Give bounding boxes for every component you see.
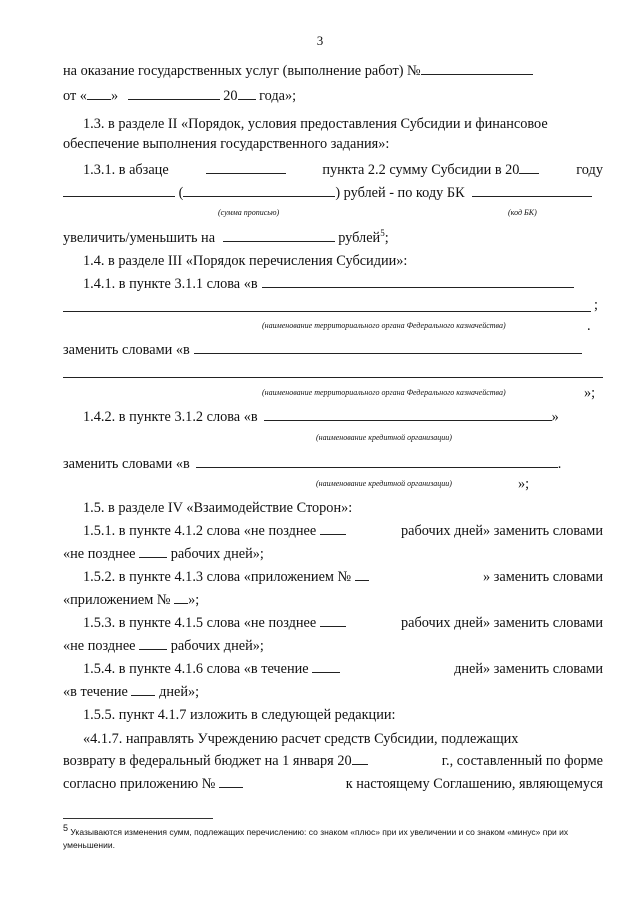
blank-days: [312, 660, 340, 673]
blank-year: [238, 87, 256, 100]
paragraph-line: 1.5.4. в пункте 4.1.6 слова «в течение дней» заменить словами: [83, 661, 603, 677]
caption-credit-org: (наименование кредитной организации): [316, 479, 452, 488]
blank-month: [128, 87, 220, 100]
blank-credit-org: [264, 408, 552, 421]
blank-days: [139, 637, 167, 650]
paragraph-line: увеличить/уменьшить на рублей$^5$;: [63, 228, 389, 246]
blank-bk-code: [472, 184, 592, 197]
fill-line: [63, 311, 591, 312]
paragraph-line: «4.1.7. направлять Учреждению расчет средств Субсидии, подлежащих: [83, 731, 519, 747]
paragraph-line: 1.3.1. в абзаце пункта 2.2 сумму Субсидии в 20 году: [83, 162, 603, 178]
paragraph-line: на оказание государственных услуг (выполнение работ) №: [63, 62, 603, 80]
document-page: 3 на оказание государственных услуг (выполнение работ) № от « » 20 года»; 1.3. в разделе II «Порядок, условия предоставления Субсидии и финансовое обеспечение выполнения государственного задания»: 1.3.1. в абзаце пункта 2.2 сумму Субсидии в 20 году ( ) рублей - по коду БК (сумма прописью) (код БК) увеличить/уменьшить на рублей$^5$; 1.4. в разделе III «Порядок перечисления Субсидии»: 1.4.1. в пункте 3.1.1 слова «в ; (наименование территориального органа Федерального казначейства) . заменить словами «в (наименование территориального органа Федерального казначейства) »; 1.4.2. в пункте 3.1.2 слова «в » (наименование кредитной организации) заменить словами «в . (наименование кредитной организации) »; 1.5. в разделе IV «Взаимодействие Сторон»: 1.5.1. в пункте 4.1.2 слова «не позднее рабочих дней» заменить словами «не позднее рабочих дней»; 1.5.2. в пункте 4.1.3 слова «приложением № » заменить словами «приложением № »; 1.5.3. в пункте 4.1.5 слова «не позднее рабочих дней» заменить словами «не позднее рабочих дней»; 1.5.4. в пункте 4.1.6 слова «в течение дней» заменить словами «в течение дней»; 1.5.5. пункт 4.1.7 изложить в следующей редакции: «4.1.7. направлять Учреждению расчет средств Субсидии, подлежащих возврату в федеральный бюджет на 1 января 20 г., составленный по форме согласно приложению № к настоящему Соглашению, являющемуся 5 Указываются изменения сумм, подлежащих перечислению: со знаком «плюс» при их увеличении и со знаком «минус» при их уменьшении.: [0, 0, 640, 905]
blank-appendix: [174, 591, 188, 604]
paragraph-line: 1.3. в разделе II «Порядок, условия предоставления Субсидии и финансовое: [83, 116, 548, 132]
page-number: 3: [316, 33, 324, 48]
fill-line: [63, 377, 603, 378]
paragraph-line: «в течение дней»;: [63, 684, 200, 700]
blank-appendix: [355, 568, 369, 581]
paragraph-line: 1.4.2. в пункте 3.1.2 слова «в »: [83, 409, 559, 425]
blank-year: [519, 161, 539, 174]
paragraph-line: 1.5. в разделе IV «Взаимодействие Сторон»:: [83, 500, 353, 516]
footnote-ref: 5: [380, 228, 385, 239]
caption-amount-words: (сумма прописью): [218, 208, 280, 217]
paragraph-line: «приложением № »;: [63, 592, 200, 608]
blank-treasury: [262, 275, 574, 288]
caption-bk-code: (код БК): [508, 208, 537, 217]
paragraph-line: «не позднее рабочих дней»;: [63, 546, 264, 562]
caption-treasury: (наименование территориального органа Федерального казначейства): [262, 388, 506, 397]
footnote: 5 Указываются изменения сумм, подлежащих перечислению: со знаком «плюс» при их увеличении и со знаком «минус» при их уменьшении.: [63, 823, 569, 850]
paragraph-line: возврату в федеральный бюджет на 1 января 20 г., составленный по форме: [63, 753, 603, 769]
paragraph-line: 1.5.5. пункт 4.1.7 изложить в следующей редакции:: [83, 707, 396, 723]
blank-amount-words: [183, 184, 335, 197]
paragraph-line: 1.4.1. в пункте 3.1.1 слова «в: [83, 275, 603, 293]
caption-treasury: (наименование территориального органа Федерального казначейства): [262, 321, 506, 330]
blank-paragraph: [206, 161, 286, 174]
blank-amount: [63, 184, 175, 197]
blank-days: [139, 545, 167, 558]
paragraph-line: 1.4. в разделе III «Порядок перечисления Субсидии»:: [83, 253, 408, 269]
blank-number: [421, 62, 533, 75]
caption-credit-org: (наименование кредитной организации): [316, 433, 452, 442]
blank-treasury: [194, 341, 582, 354]
blank-days: [320, 522, 346, 535]
paragraph-line: от « » 20 года»;: [63, 88, 297, 104]
blank-credit-org: [196, 455, 558, 468]
blank-days: [131, 683, 155, 696]
paragraph-line: заменить словами «в: [63, 341, 603, 359]
paragraph-line: ;: [594, 297, 598, 313]
paragraph-line: 1.5.1. в пункте 4.1.2 слова «не позднее рабочих дней» заменить словами: [83, 523, 603, 539]
blank-sum: [223, 229, 335, 242]
paragraph-line: обеспечение выполнения государственного задания»:: [63, 136, 390, 152]
blank-days: [320, 614, 346, 627]
paragraph-line: согласно приложению № к настоящему Соглашению, являющемуся: [63, 776, 603, 792]
paragraph-line: «не позднее рабочих дней»;: [63, 638, 264, 654]
footnote-divider: [63, 818, 213, 819]
paragraph-line: заменить словами «в .: [63, 456, 562, 472]
paragraph-line: 1.5.3. в пункте 4.1.5 слова «не позднее рабочих дней» заменить словами: [83, 615, 603, 631]
blank-day: [87, 87, 111, 100]
paragraph-line: ( ) рублей - по коду БК: [63, 184, 603, 202]
paragraph-line: 1.5.2. в пункте 4.1.3 слова «приложением № » заменить словами: [83, 569, 603, 585]
blank-appendix: [219, 775, 243, 788]
blank-year: [352, 752, 368, 765]
